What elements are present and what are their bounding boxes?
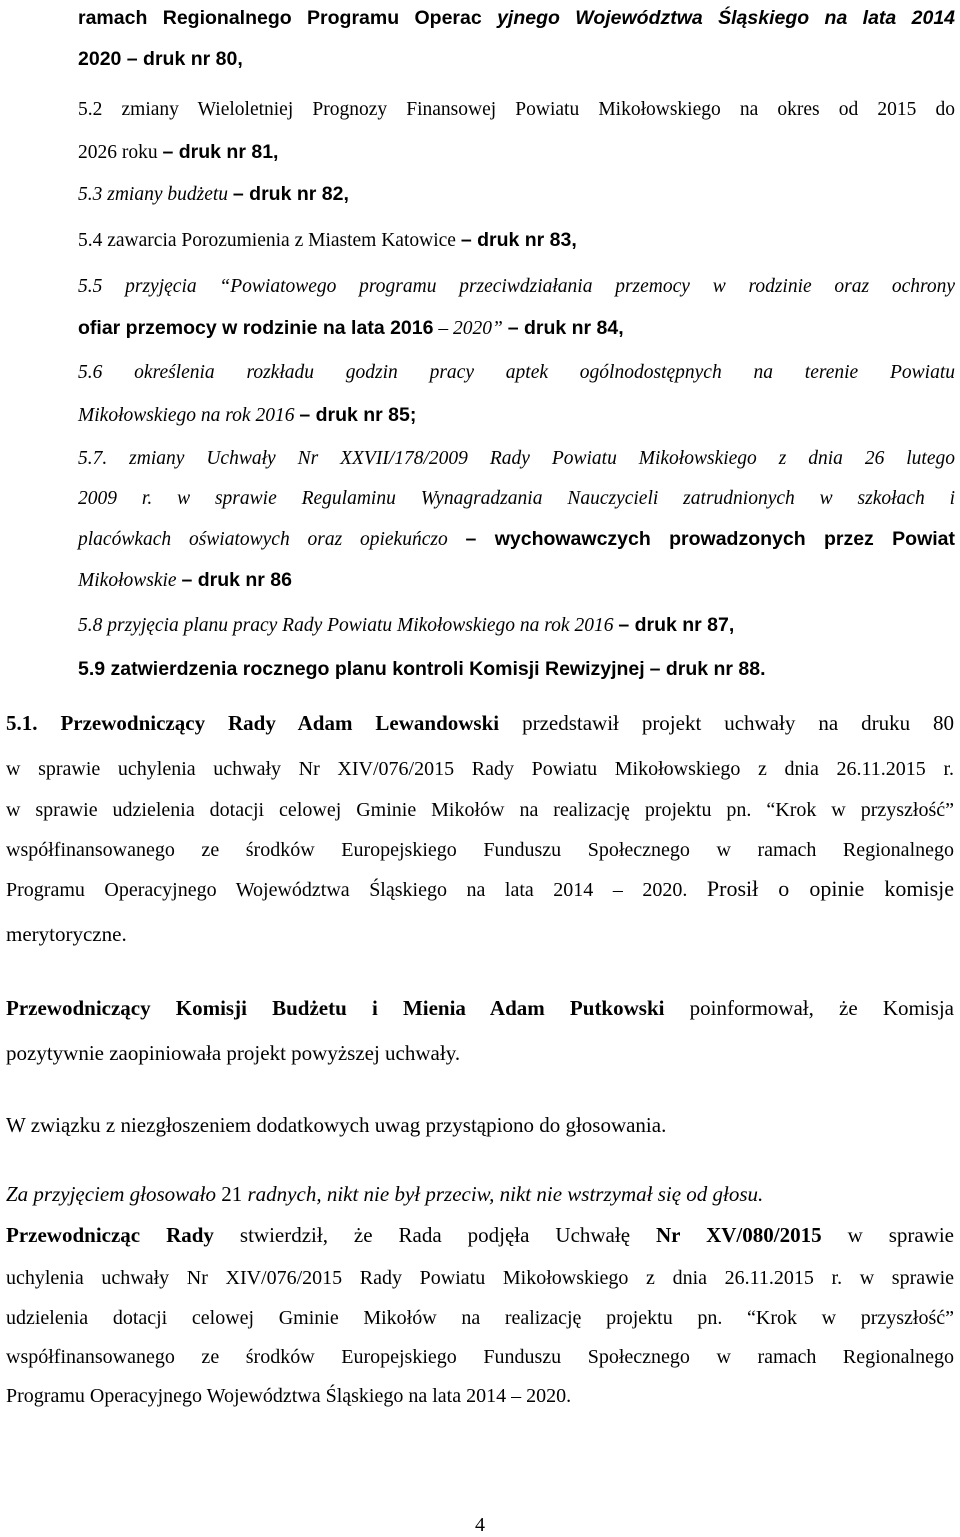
agenda-line: 5.5 przyjęcia “Powiatowego programu przeciwdziałania przemocy w rodzinie oraz ochrony xyxy=(78,276,956,297)
resolution-adopted-line: uchylenia uchwały Nr XIV/076/2015 Rady Powiatu Mikołowskiego z dnia 26.11.2015 r. w sprawie xyxy=(6,1267,954,1289)
agenda-line: placówkach oświatowych oraz opiekuńczo – wychowawczych prowadzonych przez Powiat xyxy=(78,528,955,550)
committee-opinion-line: Przewodniczący Komisji Budżetu i Mienia Adam Putkowski poinformował, że Komisja xyxy=(6,996,954,1020)
agenda-line: 2026 roku – druk nr 81, xyxy=(78,141,279,163)
resolution-adopted-line: Przewodnicząc Rady stwierdził, że Rada podjęła Uchwałę Nr XV/080/2015 w sprawie xyxy=(6,1223,954,1247)
resolution-paragraph-line: 5.1. Przewodniczący Rady Adam Lewandowski przedstawił projekt uchwały na druku 80 xyxy=(6,711,955,735)
agenda-line: 5.4 zawarcia Porozumienia z Miastem Katowice – druk nr 83, xyxy=(78,229,577,251)
agenda-line: Mikołowskie – druk nr 86 xyxy=(78,569,292,591)
voting-result: Za przyjęciem głosowało 21 radnych, nikt nie był przeciw, nikt nie wstrzymał się od głosu. xyxy=(6,1182,764,1206)
resolution-paragraph-line: współfinansowanego ze środków Europejskiego Funduszu Społecznego w ramach Regionalnego xyxy=(6,839,954,861)
resolution-paragraph-line: merytoryczne. xyxy=(6,922,127,946)
resolution-adopted-line: udzielenia dotacji celowej Gminie Mikołów na realizację projektu pn. “Krok w przyszłość” xyxy=(6,1307,954,1329)
page-number: 4 xyxy=(475,1514,485,1536)
resolution-adopted-line: Programu Operacyjnego Województwa Śląskiego na lata 2014 – 2020. xyxy=(6,1385,572,1407)
agenda-line: 5.7. zmiany Uchwały Nr XXVII/178/2009 Rady Powiatu Mikołowskiego z dnia 26 lutego xyxy=(78,448,955,469)
resolution-paragraph-line: Programu Operacyjnego Województwa Śląskiego na lata 2014 – 2020. Prosił o opinie komisje xyxy=(6,876,955,901)
resolution-adopted-line: współfinansowanego ze środków Europejskiego Funduszu Społecznego w ramach Regionalnego xyxy=(6,1346,954,1368)
resolution-paragraph-line: w sprawie udzielenia dotacji celowej Gminie Mikołów na realizację projektu pn. “Krok w przyszłość” xyxy=(6,799,954,821)
resolution-paragraph-line: w sprawie uchylenia uchwały Nr XIV/076/2015 Rady Powiatu Mikołowskiego z dnia 26.11.2015 r. xyxy=(6,758,954,780)
committee-opinion-line: pozytywnie zaopiniowała projekt powyższej uchwały. xyxy=(6,1041,461,1065)
agenda-line: 2009 r. w sprawie Regulaminu Wynagradzania Nauczycieli zatrudnionych w szkołach i xyxy=(78,488,955,509)
agenda-line: 5.2 zmiany Wieloletniej Prognozy Finansowej Powiatu Mikołowskiego na okres od 2015 do xyxy=(78,99,955,120)
agenda-line: 5.6 określenia rozkładu godzin pracy aptek ogólnodostępnych na terenie Powiatu xyxy=(78,362,955,383)
agenda-line: 5.8 przyjęcia planu pracy Rady Powiatu Mikołowskiego na rok 2016 – druk nr 87, xyxy=(78,614,735,636)
agenda-line: ofiar przemocy w rodzinie na lata 2016 – 2020” – druk nr 84, xyxy=(78,317,624,339)
agenda-line: 2020 – druk nr 80, xyxy=(78,48,243,70)
agenda-line: 5.9 zatwierdzenia rocznego planu kontroli Komisji Rewizyjnej – druk nr 88. xyxy=(78,658,766,680)
voting-intro: W związku z niezgłoszeniem dodatkowych uwag przystąpiono do głosowania. xyxy=(6,1113,667,1137)
agenda-line: 5.3 zmiany budżetu – druk nr 82, xyxy=(78,183,349,205)
agenda-line: Mikołowskiego na rok 2016 – druk nr 85; xyxy=(78,404,417,426)
agenda-line: ramach Regionalnego Programu Operac yjnego Województwa Śląskiego na lata 2014 xyxy=(78,7,956,29)
